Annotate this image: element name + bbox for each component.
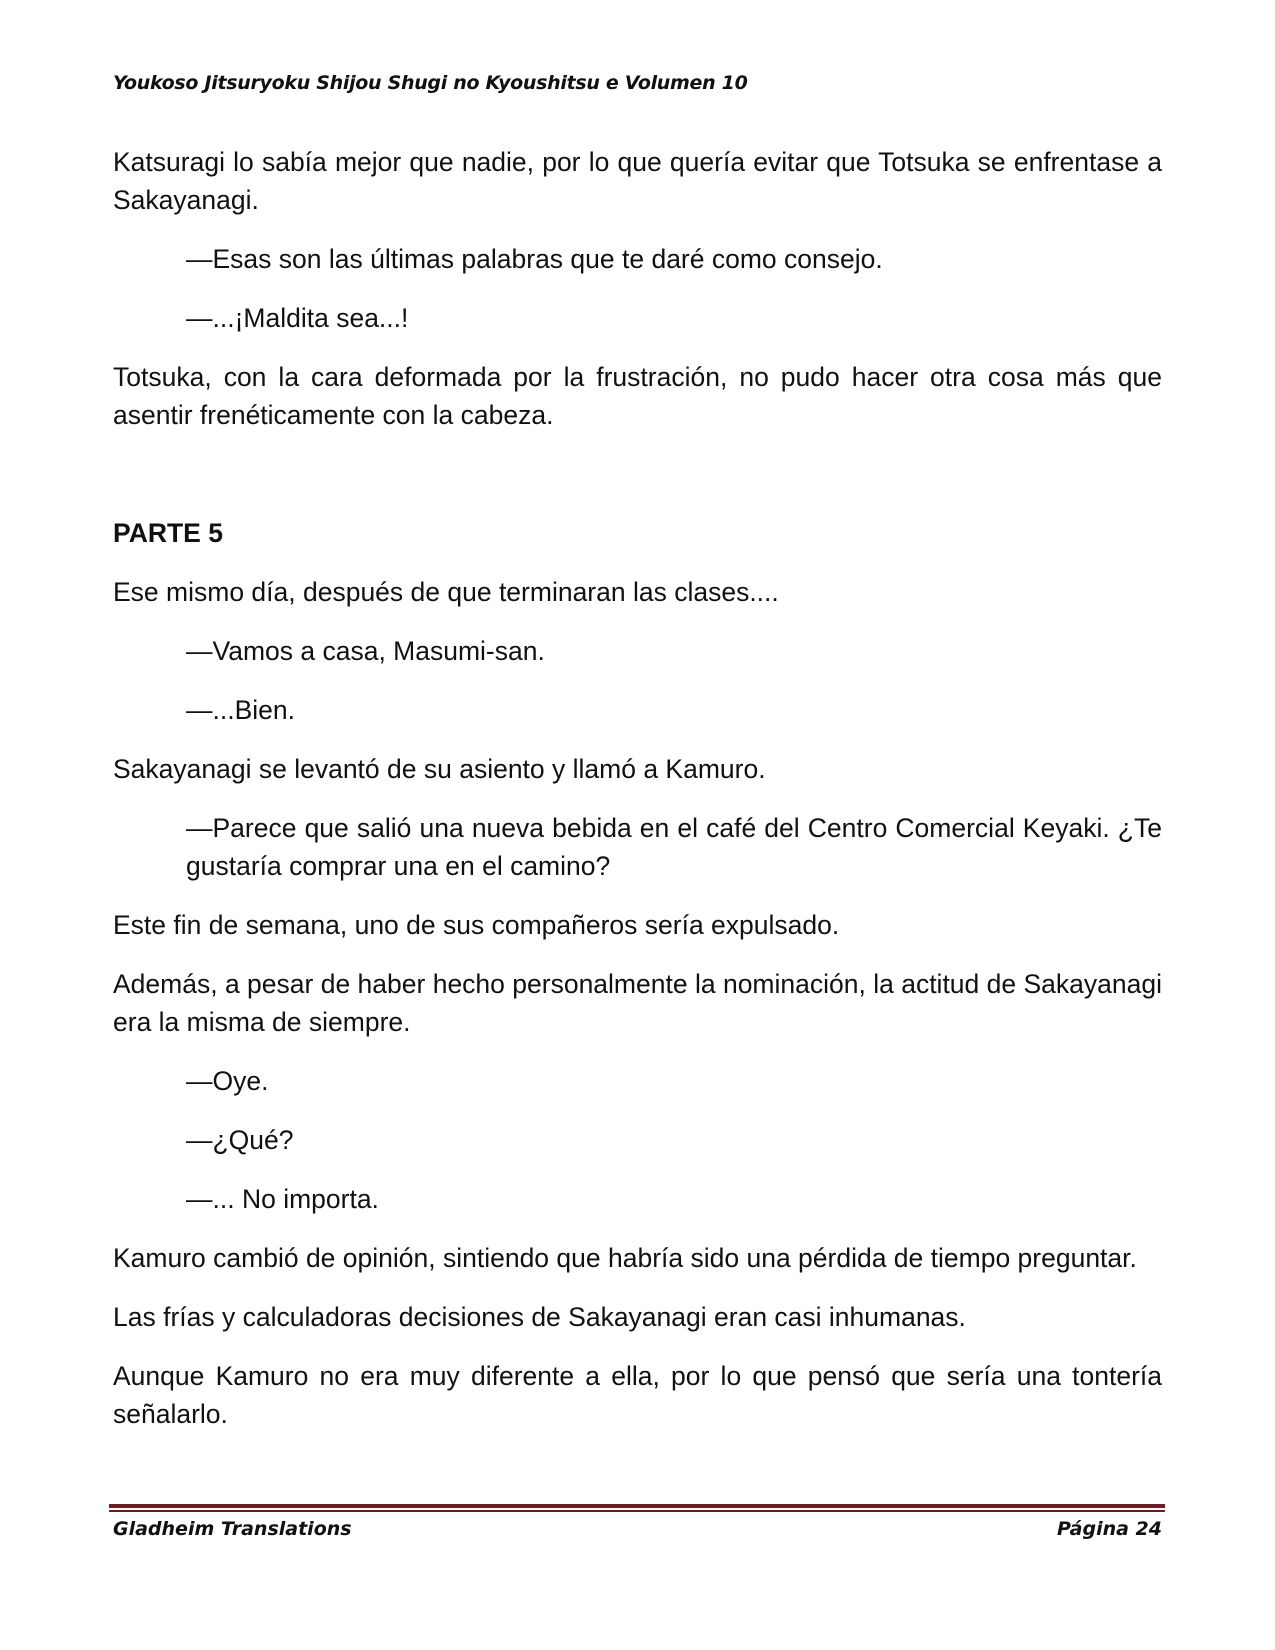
dialog-line: —...¡Maldita sea...! [186, 303, 409, 333]
paragraph: Kamuro cambió de opinión, sintiendo que habría sido una pérdida de tiempo preguntar. [113, 1243, 1137, 1273]
dialog-line: —¿Qué? [186, 1125, 294, 1155]
footer-divider-thin [109, 1510, 1165, 1512]
paragraph: Este fin de semana, uno de sus compañeros sería expulsado. [113, 910, 840, 940]
paragraph: Sakayanagi se levantó de su asiento y llamó a Kamuro. [113, 754, 766, 784]
paragraph: Ese mismo día, después de que terminaran las clases.... [113, 577, 779, 607]
dialog-line: —Esas son las últimas palabras que te daré como consejo. [186, 244, 883, 274]
paragraph: Katsuragi lo sabía mejor que nadie, por lo que quería evitar que Totsuka se enfrentase a Sakayanagi. [113, 147, 1162, 215]
dialog-line: —Vamos a casa, Masumi-san. [186, 636, 545, 666]
dialog-line: —...Bien. [186, 695, 295, 725]
dialog-line: —Oye. [186, 1066, 269, 1096]
paragraph: Además, a pesar de haber hecho personalmente la nominación, la actitud de Sakayanagi era la misma de siempre. [113, 969, 1162, 1037]
section-heading: PARTE 5 [113, 518, 223, 548]
paragraph: Aunque Kamuro no era muy diferente a ella, por lo que pensó que sería una tontería señalarlo. [113, 1361, 1162, 1429]
page-body [113, 143, 1162, 1454]
dialog-line: —Parece que salió una nueva bebida en el café del Centro Comercial Keyaki. ¿Te gustaría comprar una en el camino? [186, 813, 1162, 881]
dialog-line: —... No importa. [186, 1184, 379, 1214]
paragraph: Las frías y calculadoras decisiones de Sakayanagi eran casi inhumanas. [113, 1302, 966, 1332]
paragraph: Totsuka, con la cara deformada por la frustración, no pudo hacer otra cosa más que asentir frenéticamente con la cabeza. [113, 362, 1162, 430]
footer-divider [109, 1504, 1165, 1512]
running-header: Youkoso Jitsuryoku Shijou Shugi no Kyoushitsu e Volumen 10 [113, 72, 748, 94]
footer-page-number: Página 24 [1056, 1518, 1162, 1540]
footer-publisher: Gladheim Translations [113, 1518, 352, 1540]
